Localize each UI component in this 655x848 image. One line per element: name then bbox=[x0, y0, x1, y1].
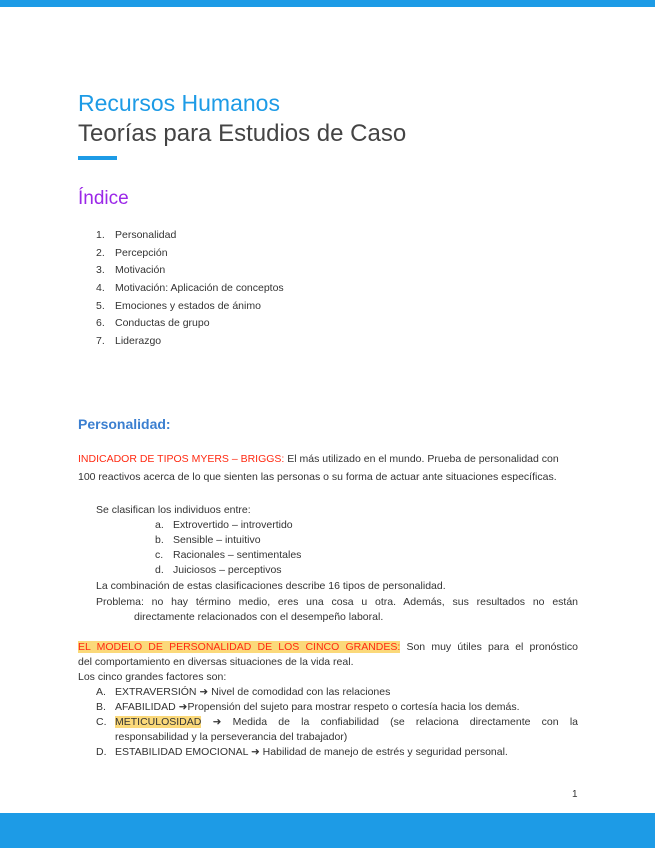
index-list bbox=[96, 228, 284, 352]
mbti-label: INDICADOR DE TIPOS MYERS – BRIGGS: bbox=[78, 453, 285, 465]
section-heading-personalidad: Personalidad: bbox=[78, 416, 171, 432]
list-item: 1. Personalidad bbox=[96, 229, 177, 241]
index-heading: Índice bbox=[78, 188, 129, 209]
top-accent-bar bbox=[0, 0, 655, 7]
document-subtitle: Teorías para Estudios de Caso bbox=[78, 120, 407, 147]
document-title: Recursos Humanos bbox=[78, 90, 280, 116]
list-item: A. EXTRAVERSIÓN ➜ Nivel de comodidad con las relaciones bbox=[96, 686, 391, 698]
combination-text: La combinación de estas clasificaciones describe 16 tipos de personalidad. bbox=[96, 580, 446, 592]
list-item: 4. Motivación: Aplicación de conceptos bbox=[96, 282, 284, 295]
arrow-icon: ➜ bbox=[250, 746, 260, 758]
big-five-label: EL MODELO DE PERSONALIDAD DE LOS CINCO GRANDES: bbox=[78, 641, 401, 653]
list-item: D. ESTABILIDAD EMOCIONAL ➜ Habilidad de manejo de estrés y seguridad personal. bbox=[96, 746, 508, 758]
title-underline bbox=[78, 156, 117, 160]
list-item: b. Sensible – intuitivo bbox=[155, 534, 261, 546]
list-item: 7. Liderazgo bbox=[96, 335, 162, 348]
list-item: 5. Emociones y estados de ánimo bbox=[96, 299, 261, 312]
list-item: d. Juiciosos – perceptivos bbox=[155, 564, 282, 576]
list-item: 6. Conductas de grupo bbox=[96, 317, 210, 330]
arrow-icon: ➜ bbox=[212, 716, 222, 728]
big-five-paragraph: EL MODELO DE PERSONALIDAD DE LOS CINCO GRANDES: Son muy útiles para el pronóstico del comportamiento en diversas situaciones de la vida real. Los cinco grandes factores son: bbox=[78, 641, 578, 683]
classify-intro: Se clasifican los individuos entre: bbox=[96, 504, 251, 516]
list-item: c. Racionales – sentimentales bbox=[155, 549, 302, 561]
list-item: a. Extrovertido – introvertido bbox=[155, 519, 293, 531]
bottom-accent-bar bbox=[0, 813, 655, 848]
problem-text: Problema: no hay término medio, eres una cosa u otra. Además, sus resultados no están directamente relacionados con el desempeño laboral. bbox=[96, 596, 578, 623]
list-item: 2. Percepción bbox=[96, 246, 168, 259]
mbti-types-list bbox=[155, 518, 301, 578]
list-item: B. AFABILIDAD ➜Propensión del sujeto para mostrar respeto o cortesía hacia los demás. bbox=[96, 701, 520, 713]
factors-intro: Los cinco grandes factores son: bbox=[78, 671, 227, 683]
page-number: 1 bbox=[572, 789, 578, 800]
arrow-icon: ➜ bbox=[199, 686, 209, 698]
big-five-factors-list bbox=[96, 685, 578, 760]
list-item: 3. Motivación bbox=[96, 264, 166, 277]
mbti-text: El más utilizado en el mundo. Prueba de personalidad con 100 reactivos acerca de lo que sienten las personas o su forma de actuar ante situaciones específicas. bbox=[78, 453, 559, 483]
mbti-paragraph bbox=[78, 450, 578, 486]
list-item: C. METICULOSIDAD ➜ Medida de la confiabilidad (se relaciona directamente con la responsabilidad y la perseverancia del trabajador) bbox=[96, 716, 578, 743]
arrow-icon: ➜ bbox=[178, 701, 188, 713]
